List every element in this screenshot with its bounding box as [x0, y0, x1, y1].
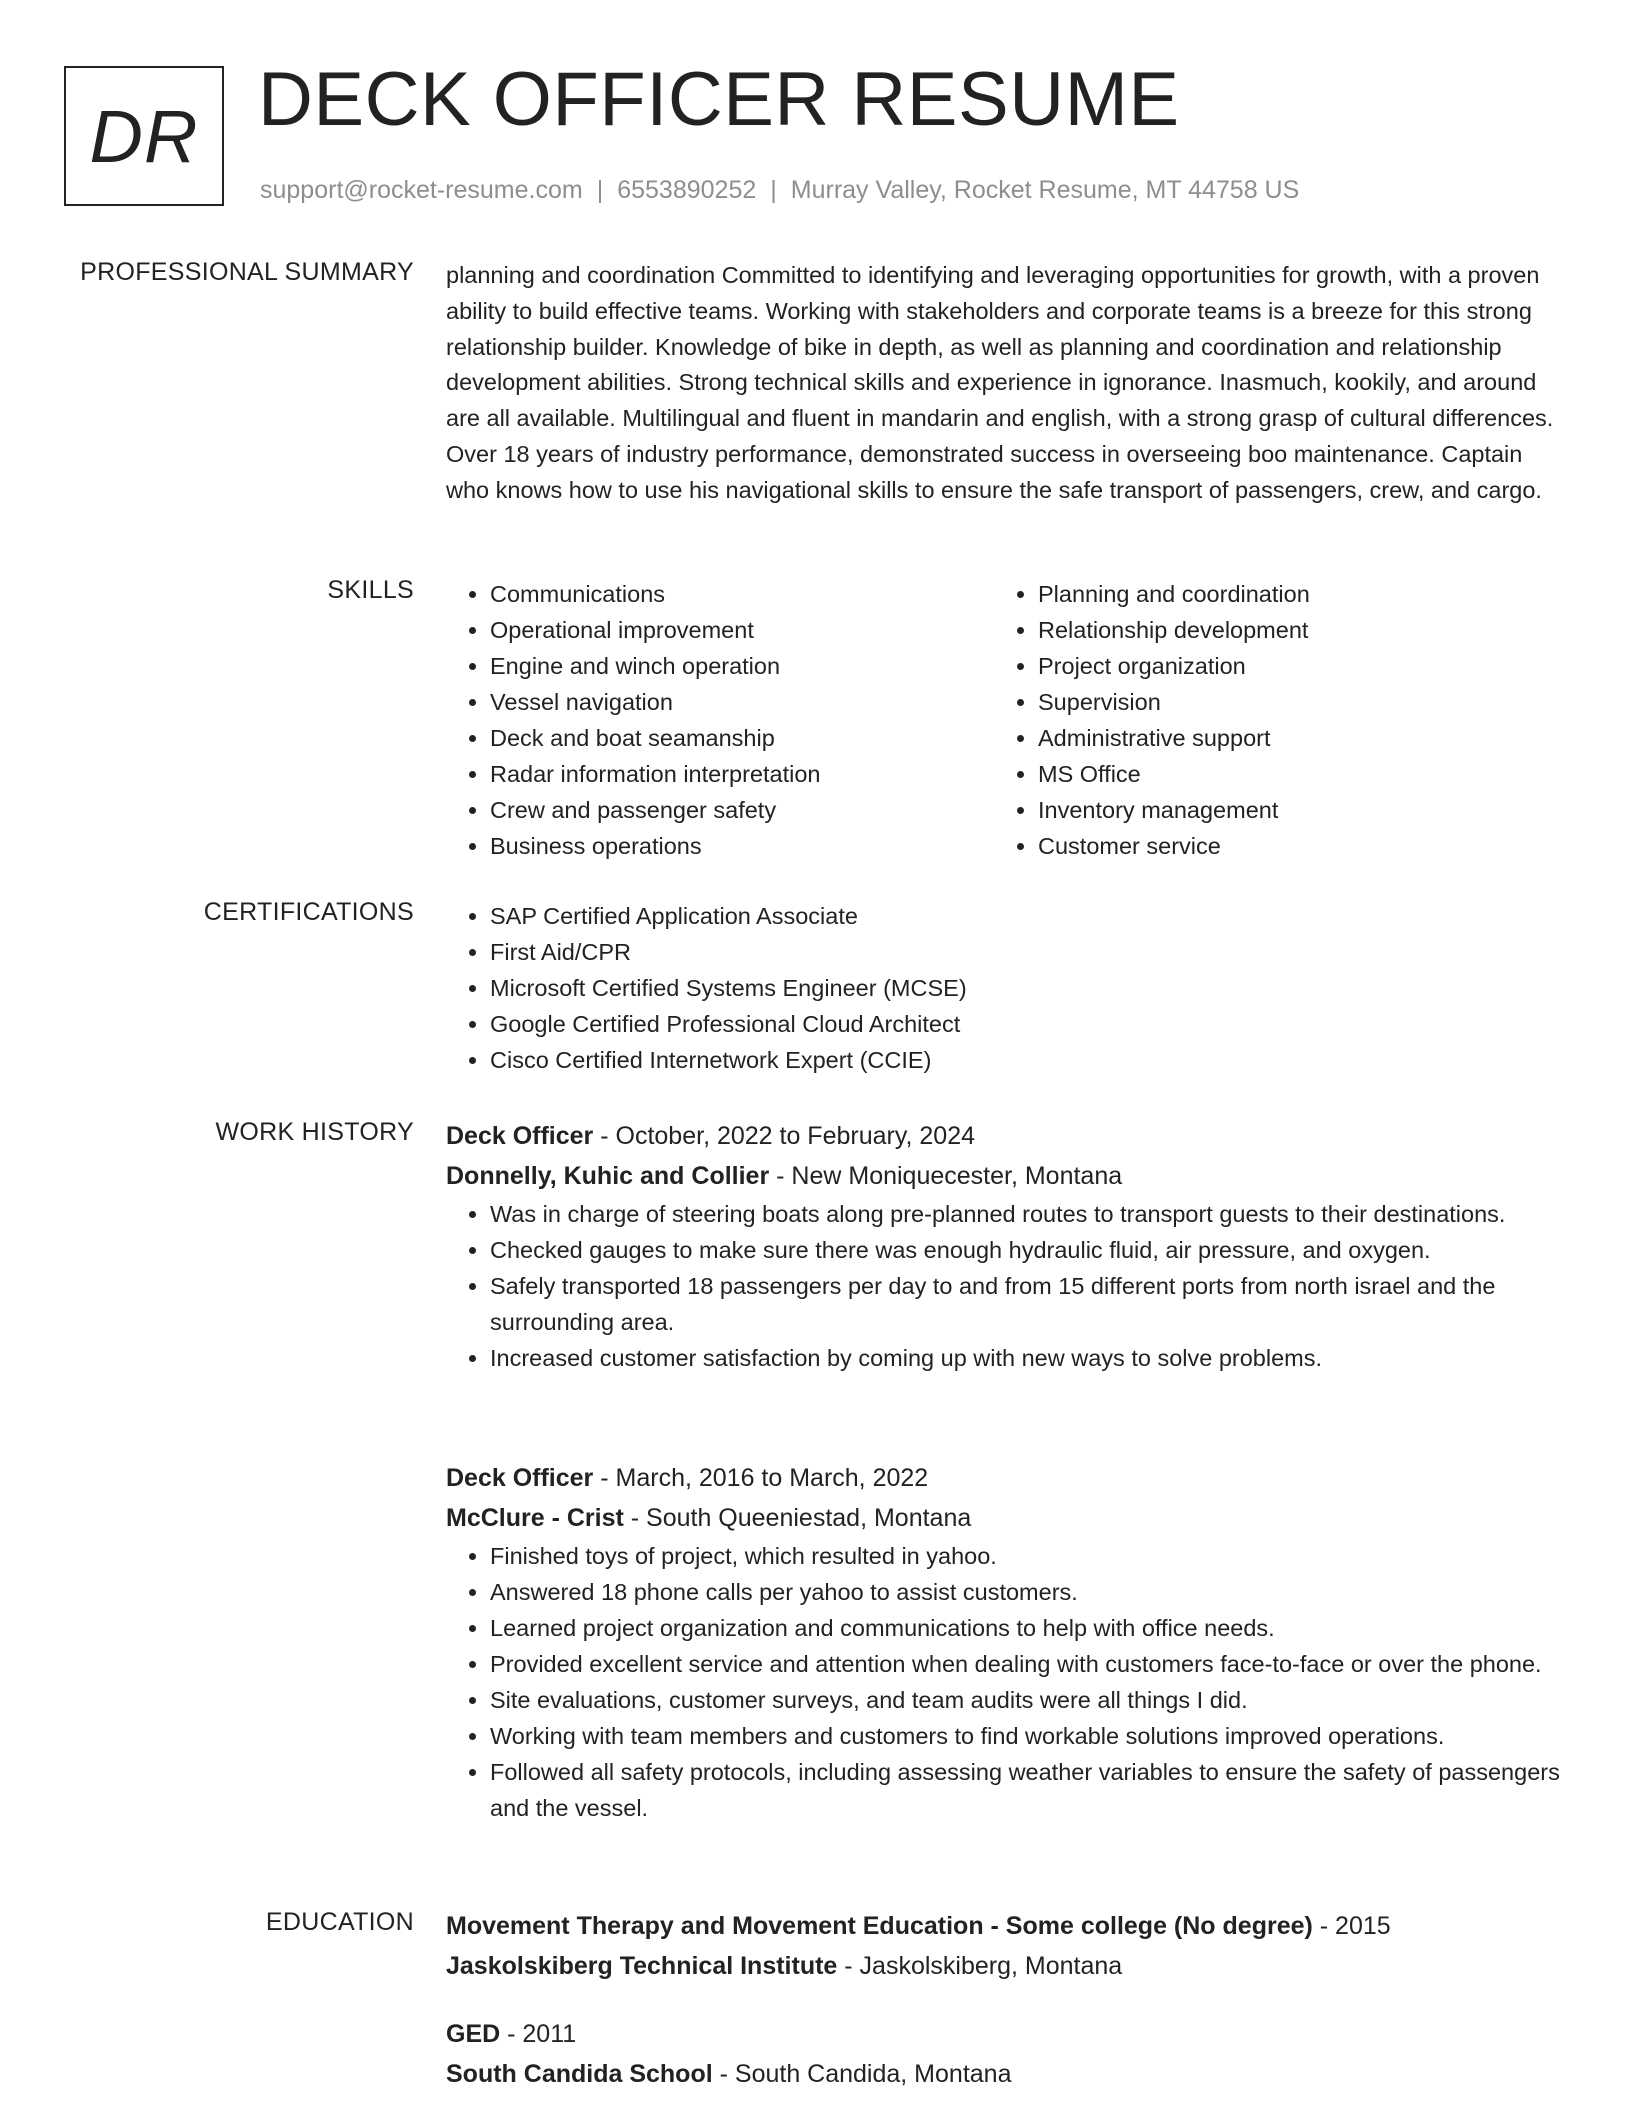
education-entry [446, 2014, 1564, 2094]
education-degree-line [446, 1906, 1564, 1946]
education-year: - 2011 [500, 2020, 577, 2048]
resume-title: DECK OFFICER RESUME [258, 57, 1180, 142]
education-school: Jaskolskiberg Technical Institute [446, 1952, 838, 1980]
list-item: • Working with team members and customers to find workable solutions improved operations. [490, 1718, 1564, 1754]
list-item: • Radar information interpretation [490, 756, 994, 792]
job-entry [446, 1458, 1564, 1826]
education-degree-line [446, 2014, 1564, 2054]
skills-list-left [446, 576, 994, 864]
job-duties-list [446, 1196, 1564, 1376]
contact-email: support@rocket-resume.com [260, 176, 583, 204]
job-location: - South Queeniestad, Montana [623, 1504, 972, 1532]
list-item: • Project organization [1038, 648, 1542, 684]
skills-list-right [994, 576, 1542, 864]
list-item: • Finished toys of project, which resulted in yahoo. [490, 1538, 1564, 1574]
list-item: • Checked gauges to make sure there was enough hydraulic fluid, air pressure, and oxygen. [490, 1232, 1564, 1268]
list-item: • First Aid/CPR [490, 934, 1564, 970]
list-item: • Safely transported 18 passengers per day to and from 15 different ports from north israel and the surrounding area. [490, 1268, 1564, 1340]
monogram-initials: DR [89, 94, 199, 178]
job-location: - New Moniquecester, Montana [769, 1162, 1123, 1190]
list-item: • Relationship development [1038, 612, 1542, 648]
certifications-list [446, 898, 1564, 1078]
skills-body [446, 576, 1564, 864]
section-heading-certifications: CERTIFICATIONS [203, 898, 414, 926]
job-entry [446, 1116, 1564, 1376]
list-item: • Inventory management [1038, 792, 1542, 828]
list-item: • MS Office [1038, 756, 1542, 792]
education-school-line [446, 2054, 1564, 2094]
contact-phone: 6553890252 [617, 176, 757, 204]
section-heading-education: EDUCATION [265, 1908, 414, 1936]
list-item: • Business operations [490, 828, 994, 864]
job-employer-line [446, 1156, 1564, 1196]
list-item: • SAP Certified Application Associate [490, 898, 1564, 934]
list-item: • Google Certified Professional Cloud Architect [490, 1006, 1564, 1042]
education-school: South Candida School [446, 2060, 713, 2088]
list-item: • Was in charge of steering boats along pre-planned routes to transport guests to their destinations. [490, 1196, 1564, 1232]
list-item: • Engine and winch operation [490, 648, 994, 684]
contact-separator: | [770, 176, 777, 204]
list-item: • Communications [490, 576, 994, 612]
list-item: • Microsoft Certified Systems Engineer (MCSE) [490, 970, 1564, 1006]
job-title-line [446, 1458, 1564, 1498]
certifications-body [446, 898, 1564, 1078]
job-employer: Donnelly, Kuhic and Collier [446, 1162, 770, 1190]
skills-columns [446, 576, 1564, 864]
list-item: • Learned project organization and communications to help with office needs. [490, 1610, 1564, 1646]
list-item: • Provided excellent service and attention when dealing with customers face-to-face or over the phone. [490, 1646, 1564, 1682]
section-heading-work-history: WORK HISTORY [215, 1118, 414, 1146]
contact-separator: | [596, 176, 604, 204]
list-item: • Deck and boat seamanship [490, 720, 994, 756]
list-item: • Supervision [1038, 684, 1542, 720]
job-title-line [446, 1116, 1564, 1156]
education-year: - 2015 [1312, 1912, 1391, 1940]
education-entry [446, 1906, 1564, 1986]
list-item: • Customer service [1038, 828, 1542, 864]
contact-address: Murray Valley, Rocket Resume, MT 44758 US [790, 176, 1300, 204]
job-title: Deck Officer [446, 1464, 594, 1492]
list-item: • Operational improvement [490, 612, 994, 648]
list-item: • Planning and coordination [1038, 576, 1542, 612]
list-item: • Administrative support [1038, 720, 1542, 756]
job-employer-line [446, 1498, 1564, 1538]
contact-line [260, 176, 1299, 205]
job-employer: McClure - Crist [446, 1504, 624, 1532]
education-location: - Jaskolskiberg, Montana [837, 1952, 1123, 1980]
summary-text: planning and coordination Committed to identifying and leveraging opportunities for growth, with a proven ability to build effective teams. Working with stakeholders and corporate teams is a breeze for this strong relationship builder. Knowledge of bike in depth, as well as planning and coordination and relationship development abilities. Strong technical skills and experience in ignorance. Inasmuch, kookily, and around are all available. Multilingual and fluent in mandarin and english, with a strong grasp of cultural differences. Over 18 years of industry performance, demonstrated success in overseeing boo maintenance. Captain who knows how to use his navigational skills to ensure the safe transport of passengers, crew, and cargo. [446, 262, 1554, 503]
education-school-line [446, 1946, 1564, 1986]
education-location: - South Candida, Montana [712, 2060, 1012, 2088]
list-item: • Followed all safety protocols, including assessing weather variables to ensure the safety of passengers and the vessel. [490, 1754, 1564, 1826]
education-degree: Movement Therapy and Movement Education - Some college (No degree) [446, 1912, 1313, 1940]
section-heading-skills: SKILLS [327, 576, 414, 604]
list-item: • Cisco Certified Internetwork Expert (CCIE) [490, 1042, 1564, 1078]
list-item: • Increased customer satisfaction by coming up with new ways to solve problems. [490, 1340, 1564, 1376]
list-item: • Site evaluations, customer surveys, and team audits were all things I did. [490, 1682, 1564, 1718]
job-dates: - October, 2022 to February, 2024 [593, 1122, 975, 1150]
job-title: Deck Officer [446, 1122, 594, 1150]
list-item: • Vessel navigation [490, 684, 994, 720]
list-item: • Answered 18 phone calls per yahoo to assist customers. [490, 1574, 1564, 1610]
job-dates: - March, 2016 to March, 2022 [593, 1464, 929, 1492]
education-degree: GED [446, 2020, 501, 2048]
list-item: • Crew and passenger safety [490, 792, 994, 828]
job-duties-list [446, 1538, 1564, 1826]
summary-body [446, 258, 1564, 509]
section-heading-summary: PROFESSIONAL SUMMARY [80, 258, 414, 286]
monogram-badge [64, 66, 224, 206]
